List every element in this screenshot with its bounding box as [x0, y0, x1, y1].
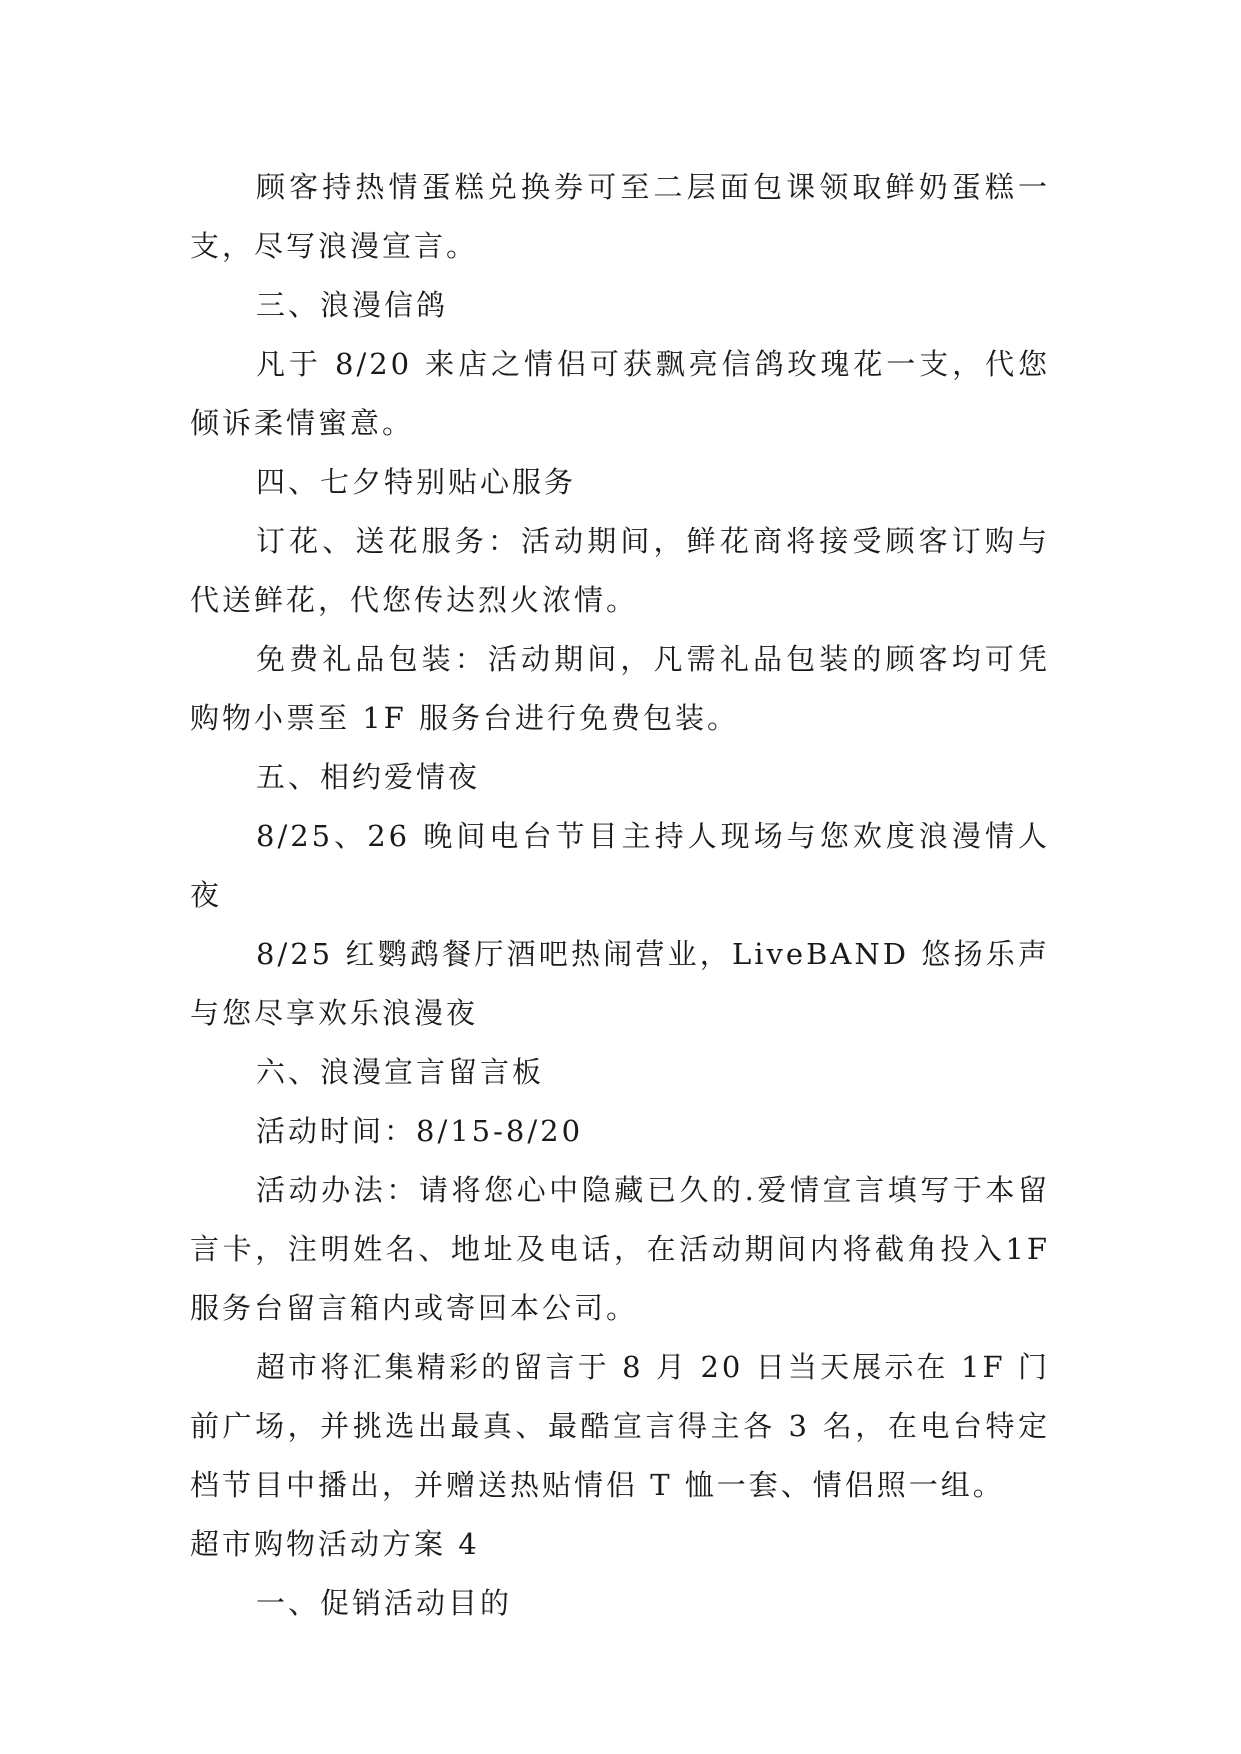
paragraph-radio-host: 8/25、26 晚间电台节目主持人现场与您欢度浪漫情人夜 [190, 819, 1050, 912]
paragraph-restaurant-bar: 8/25 红鹦鹉餐厅酒吧热闹营业，LiveBAND 悠扬乐声与您尽享欢乐浪漫夜 [190, 937, 1050, 1030]
heading-romantic-pigeon: 三、浪漫信鸽 [256, 288, 449, 322]
heading-qixi-service: 四、七夕特别贴心服务 [256, 465, 577, 499]
paragraph-gift-wrapping: 免费礼品包装：活动期间，凡需礼品包装的顾客均可凭购物小票至 1F 服务台进行免费包装。 [190, 642, 1050, 735]
document-page [190, 158, 1050, 1633]
paragraph-flower-service: 订花、送花服务：活动期间，鲜花商将接受顾客订购与代送鲜花，代您传达烈火浓情。 [190, 524, 1050, 617]
paragraph-cake-voucher: 顾客持热情蛋糕兑换券可至二层面包课领取鲜奶蛋糕一支，尽写浪漫宣言。 [190, 170, 1050, 263]
paragraph-activity-time: 活动时间：8/15-8/20 [256, 1114, 584, 1148]
heading-message-board: 六、浪漫宣言留言板 [256, 1055, 545, 1089]
heading-promotion-purpose: 一、促销活动目的 [256, 1586, 513, 1620]
paragraph-display-winners: 超市将汇集精彩的留言于 8 月 20 日当天展示在 1F 门前广场，并挑选出最真、最酷宣言得主各 3 名，在电台特定档节目中播出，并赠送热贴情侣 T 恤一套、情侣照一组。 [190, 1350, 1050, 1502]
paragraph-activity-method: 活动办法：请将您心中隐藏已久的.爱情宣言填写于本留言卡，注明姓名、地址及电话，在活动期间内将截角投入1F 服务台留言箱内或寄回本公司。 [190, 1173, 1050, 1325]
paragraph-pigeon-rose: 凡于 8/20 来店之情侣可获飘亮信鸽玫瑰花一支，代您倾诉柔情蜜意。 [190, 347, 1050, 440]
heading-love-night: 五、相约爱情夜 [256, 760, 481, 794]
section-title-plan-4: 超市购物活动方案 4 [190, 1527, 480, 1561]
